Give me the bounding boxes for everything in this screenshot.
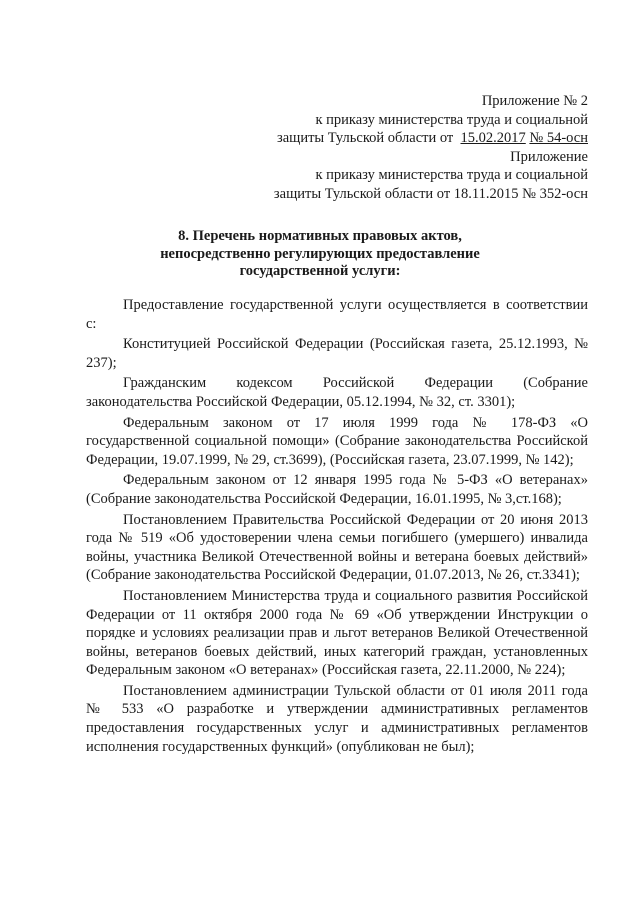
paragraph: Предоставление государственной услуги осуществляется в соответствии с: (86, 297, 588, 332)
paragraph: Гражданским кодексом Российской Федерации (Собрание законодательства Российской Федерации, 05.12.1994, № 32, ст. 3301); (86, 375, 588, 410)
paragraph: Конституцией Российской Федерации (Российская газета, 25.12.1993, № 237); (86, 336, 588, 371)
paragraph: Федеральным законом от 17 июля 1999 года № 178-ФЗ «О государственной социальной помощи» (Собрание законодательства Российской Федерации, 19.07.1999, № 29, ст.3699), (Российская газета, 23.07.1999, № 142); (86, 414, 588, 468)
paragraph: Федеральным законом от 12 января 1995 года № 5-ФЗ «О ветеранах» (Собрание законодательства Российской Федерации, 16.01.1995, № 3,ст.168); (86, 472, 588, 507)
document-body (86, 296, 588, 758)
paragraph: Постановлением Министерства труда и социального развития Российской Федерации от 11 октября 2000 года № 69 «Об утверждении Инструкции о порядке и условиях реализации прав и льгот ветеранов Великой Отечественной войны, ветеранов боевых действий, иных категорий граждан, установленных Федеральным законом «О ветеранах» (Российская газета, 22.11.2000, № 224); (86, 587, 588, 679)
appendix-order-ref: к приказу министерства труда и социальной (315, 111, 588, 128)
paragraph: Постановлением администрации Тульской области от 01 июля 2011 года № 533 «О разработке и утверждении административных регламентов предоставления государственных услуг и административных регламентов исполнения государственных функций» (опубликован не был); (86, 682, 588, 755)
appendix-number: Приложение № 2 (481, 93, 588, 109)
original-appendix-label: Приложение (510, 148, 588, 165)
original-order-date: защиты Тульской области от 18.11.2015 № 352-осн (273, 185, 588, 202)
paragraph: Постановлением Правительства Российской Федерации от 20 июня 2013 года № 519 «Об удостоверении члена семьи погибшего (умершего) инвалида войны, участника Великой Отечественной войны и ветерана боевых действий» (Собрание законодательства Российской Федерации, 01.07.2013, № 26, ст.3341); (86, 511, 588, 584)
original-order-ref: к приказу министерства труда и социальной (315, 167, 588, 183)
appendix-order-date: защиты Тульской области от 15.02.2017 № 54-осн (277, 130, 588, 146)
order-date: 15.02.2017 (460, 130, 526, 146)
order-number: № 54-осн (529, 130, 588, 146)
section-heading: 8. Перечень нормативных правовых актов, непосредственно регулирующих предоставление государственной услуги: (160, 228, 480, 279)
appendix-header (228, 92, 588, 203)
